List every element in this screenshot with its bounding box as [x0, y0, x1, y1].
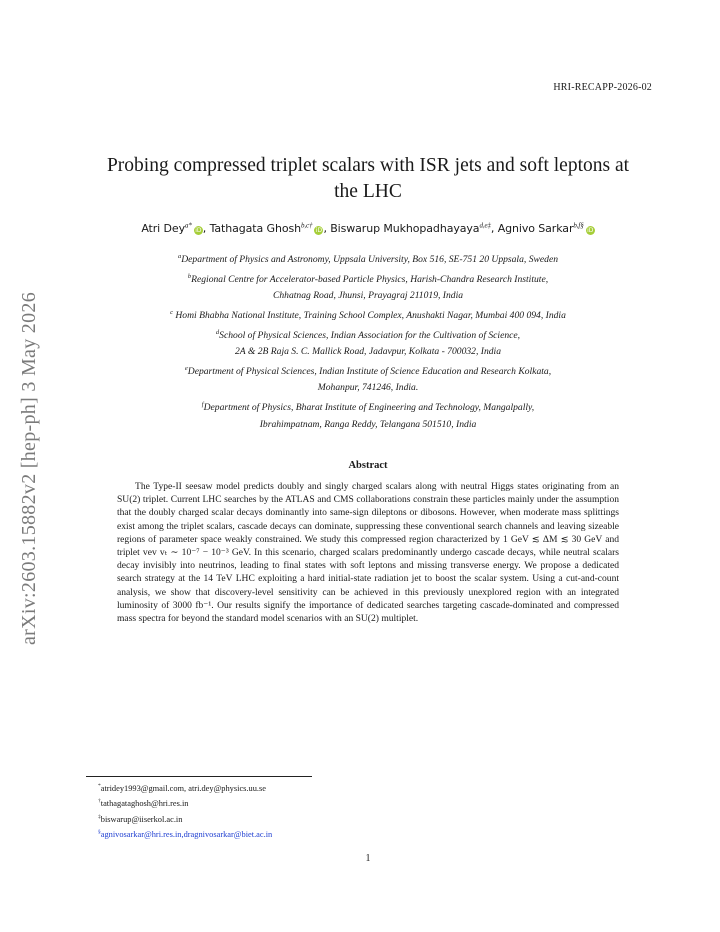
author — [330, 222, 497, 235]
affiliation — [70, 305, 666, 325]
paper-title — [80, 153, 656, 205]
affiliation-mark: a — [177, 253, 182, 260]
author-affiliation-marks: b,c† — [300, 221, 313, 229]
affiliation-text: Homi Bhabha National Institute, Training School Complex, Anushakti Nagar, Mumbai 400 094, India — [172, 310, 566, 322]
affiliation — [70, 249, 666, 269]
author-affiliation-marks: b,f§ — [573, 221, 584, 229]
affiliation — [70, 361, 666, 397]
affiliation-text-continued: Chhatnag Road, Jhunsi, Prayagraj 211019, India — [272, 290, 464, 302]
affiliation — [70, 397, 666, 433]
affiliation-list — [70, 249, 666, 433]
footnote-mark: * — [98, 783, 101, 789]
footnote-list — [98, 780, 272, 842]
affiliation-mark: d — [215, 328, 220, 336]
report-number: HRI-RECAPP-2026-02 — [553, 82, 652, 93]
title-line-1: Probing compressed triplet scalars with ISR jets and soft leptons at — [106, 155, 630, 176]
orcid-icon[interactable]: iD — [315, 226, 322, 234]
footnote-mark: † — [98, 798, 101, 805]
affiliation-mark: c — [170, 308, 173, 316]
page-number: 1 — [365, 853, 371, 864]
arxiv-identifier-stamp: arXiv:2603.15882v2 [hep-ph] 3 May 2026 — [18, 291, 40, 645]
footnote — [98, 811, 272, 826]
affiliation — [70, 269, 666, 305]
author-name: Atri Dey — [141, 221, 185, 235]
author-name: Tathagata Ghosh — [209, 221, 301, 235]
affiliation-text-continued: 2A & 2B Raja S. C. Mallick Road, Jadavpur, Kolkata - 700032, India — [234, 346, 502, 358]
footnote-email-link[interactable]: agnivosarkar@hri.res.in,dragnivosarkar@biet.ac.in — [100, 829, 273, 839]
footnote — [98, 795, 272, 810]
orcid-icon[interactable]: iD — [195, 226, 202, 234]
author-name: Biswarup Mukhopadhayaya — [330, 221, 480, 235]
author-separator: , — [323, 221, 331, 235]
footnote-email: biswarup@iiserkol.ac.in — [100, 814, 183, 824]
footnote-mark: ‡ — [98, 813, 101, 820]
affiliation-text-continued: Ibrahimpatnam, Ranga Reddy, Telangana 501510, India — [259, 418, 477, 430]
footnote-email: atridey1993@gmail.com, atri.dey@physics.uu.se — [100, 783, 266, 793]
footnote-email: tathagataghosh@hri.res.in — [100, 799, 189, 809]
author-list — [60, 221, 676, 235]
title-line-2: the LHC — [334, 181, 402, 202]
author-separator: , — [490, 221, 498, 235]
footnote-divider — [86, 776, 312, 777]
affiliation-text: Regional Centre for Accelerator-based Particle Physics, Harish-Chandra Research Institute, — [191, 273, 549, 285]
affiliation-text: Department of Physics and Astronomy, Uppsala University, Box 516, SE-751 20 Uppsala, Sweden — [181, 254, 559, 266]
affiliation-mark: b — [187, 272, 192, 280]
footnote — [98, 826, 272, 841]
author — [498, 222, 595, 235]
author-affiliation-marks: a* — [184, 221, 192, 229]
footnote-mark: § — [98, 829, 101, 836]
abstract-heading: Abstract — [348, 460, 388, 471]
orcid-icon[interactable]: iD — [587, 226, 594, 234]
author — [210, 222, 331, 235]
author-affiliation-marks: d,e‡ — [479, 221, 491, 229]
affiliation — [70, 325, 666, 361]
author-separator: , — [202, 221, 210, 235]
affiliation-text: Department of Physics, Bharat Institute of Engineering and Technology, Mangalpally, — [203, 402, 535, 414]
abstract-text: The Type-II seesaw model predicts doubly and singly charged scalars along with neutral Higgs states originating from an SU(2) triplet. Current LHC searches by the ATLAS and CMS collaborations constrain these particles mainly under the assumption that the doubly charged scalar decays dominantly into same-sign dileptons or dibosons. However, when moderate mass splittings exist among the triplet scalars, cascade decays can dominate, suppressing these conventional search channels and leaving sizeable regions of parameter space weakly constrained. We study this compressed region characterized by 1 GeV ≲ ΔM ≲ 30 GeV and triplet vev vₜ ∼ 10⁻⁷ − 10⁻³ GeV. In this scenario, charged scalars predominantly undergo cascade decays, while neutral scalars decay invisibly into neutrinos, leading to final states with soft leptons and missing transverse energy. We propose a dedicated search strategy at the 14 TeV LHC exploiting a hard initial-state radiation jet to boost the scalar system. Using a cut-and-count analysis, we show that discovery-level sensitivity can be achieved in this previously unexplored region with an integrated luminosity of 3000 fb⁻¹. Our results signify the importance of dedicated searches targeting cascade-dominated and compressed mass spectra for beyond the standard model scenarios with an SU(2) multiplet. — [117, 481, 619, 625]
author — [141, 222, 209, 235]
affiliation-text-continued: Mohanpur, 741246, India. — [317, 382, 419, 394]
affiliation-mark: e — [184, 364, 188, 372]
affiliation-mark: f — [201, 400, 204, 408]
footnote — [98, 780, 272, 795]
affiliation-text: Department of Physical Sciences, Indian Institute of Science Education and Research Kolkata, — [187, 365, 552, 377]
author-name: Agnivo Sarkar — [497, 221, 574, 235]
affiliation-text: School of Physical Sciences, Indian Association for the Cultivation of Science, — [219, 329, 521, 341]
